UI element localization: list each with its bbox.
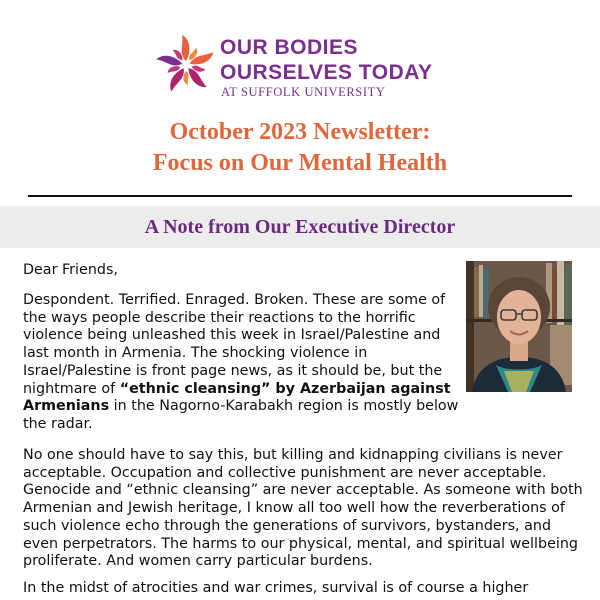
paragraph-line: violence being unleashed this week in Israel/Palestine and: [23, 327, 441, 344]
paragraph-line: Israel/Palestine is front page news, as it should be, but the: [23, 362, 443, 379]
logo-name-line2: OURSELVES TODAY: [220, 61, 433, 84]
paragraph-line: Genocide and “ethnic cleansing” are never acceptable. As someone with both: [23, 482, 583, 499]
letter-paragraph-1: [23, 292, 458, 434]
letter-paragraph-2: [23, 447, 583, 571]
logo-name-line1: OUR BODIES: [220, 36, 359, 59]
paragraph-line: the ways people describe their reactions to the horrific: [23, 309, 416, 326]
line-text: nightmare of: [23, 380, 120, 397]
newsletter-title-line1: October 2023 Newsletter:: [169, 119, 431, 145]
portrait-image: [466, 261, 572, 392]
letter-salutation: Dear Friends,: [23, 262, 118, 278]
logo-subline: AT SUFFOLK UNIVERSITY: [221, 85, 386, 99]
section-title: A Note from Our Executive Director: [144, 216, 456, 238]
paragraph-line: the radar.: [23, 415, 93, 432]
organization-logo[interactable]: [154, 33, 454, 105]
paragraph-line: acceptable. Occupation and collective punishment are never acceptable.: [23, 464, 547, 481]
paragraph-line: [23, 398, 458, 416]
paragraph-line: [23, 381, 458, 399]
paragraph-line: Armenian and Jewish heritage, I know all too well how the reverberations of: [23, 500, 565, 517]
emphasis-text: Armenians: [23, 398, 110, 415]
paragraph-line: proliferate. And women carry particular burdens.: [23, 553, 373, 570]
paragraph-line: No one should have to say this, but killing and kidnapping civilians is never: [23, 447, 563, 463]
paragraph-line: even perpetrators. The harms to our physical, mental, and spiritual wellbeing: [23, 535, 578, 552]
line-text: in the Nagorno-Karabakh region is mostly below: [109, 398, 459, 415]
paragraph-line: such violence echo through the generations of survivors, bystanders, and: [23, 517, 552, 534]
paragraph-line: In the midst of atrocities and war crimes, survival is of course a higher: [23, 580, 529, 596]
header-divider: [28, 195, 572, 197]
paragraph-line: last month in Armenia. The shocking violence in: [23, 345, 368, 362]
paragraph-line: Despondent. Terrified. Enraged. Broken. These are some of: [23, 292, 446, 308]
flower-logo-icon: [154, 33, 218, 97]
letter-paragraph-3: [23, 580, 528, 598]
director-photo: [466, 261, 572, 392]
newsletter-title-line2: Focus on Our Mental Health: [152, 150, 448, 176]
emphasis-text: “ethnic cleansing” by Azerbaijan against: [119, 380, 451, 397]
